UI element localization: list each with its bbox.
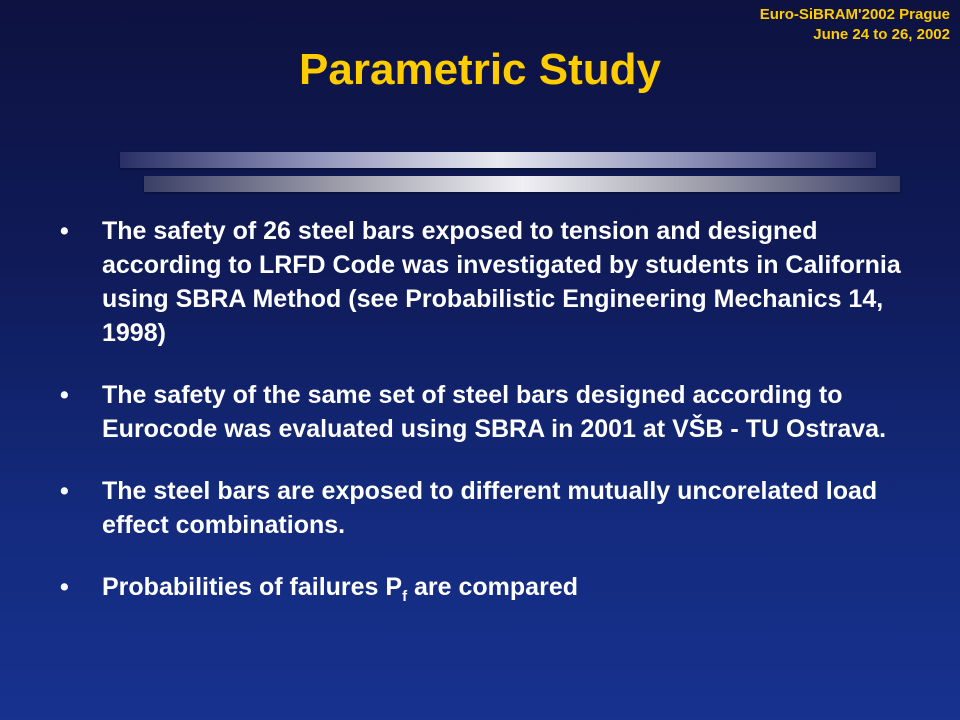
bullet-text: The safety of 26 steel bars exposed to tension and designed according to LRFD Code was investigated by students in California using SBRA Method (see Probabilistic Engineering Mechanics 14, 1998) (102, 217, 901, 347)
bullet-text: The steel bars are exposed to different mutually uncorelated load effect combinations. (102, 477, 878, 539)
bullet-item-2 (60, 378, 910, 446)
bullet-list (60, 214, 910, 632)
bullet-item-4 (60, 570, 910, 604)
bullet-marker: • (60, 217, 69, 245)
bullet-text-main: Probabilities of failures P (102, 573, 403, 601)
conference-info (760, 5, 950, 45)
decorative-bar-bottom (144, 176, 900, 192)
bullet-text (102, 573, 578, 605)
bullet-marker: • (60, 573, 69, 601)
bullet-marker: • (60, 381, 69, 409)
bullet-marker: • (60, 477, 69, 505)
slide-title: Parametric Study (299, 45, 661, 94)
bullet-text: The safety of the same set of steel bars designed according to Eurocode was evaluated using SBRA in 2001 at VŠB - TU Ostrava. (102, 381, 887, 443)
decorative-bar-top (120, 152, 876, 168)
conference-dates: June 24 to 26, 2002 (813, 26, 950, 43)
bullet-item-3 (60, 474, 910, 542)
conference-name: Euro-SiBRAM'2002 Prague (759, 6, 950, 23)
failure-subscript: f (402, 588, 408, 605)
bullet-item-1 (60, 214, 910, 350)
bullet-text-end: are compared (407, 573, 578, 601)
